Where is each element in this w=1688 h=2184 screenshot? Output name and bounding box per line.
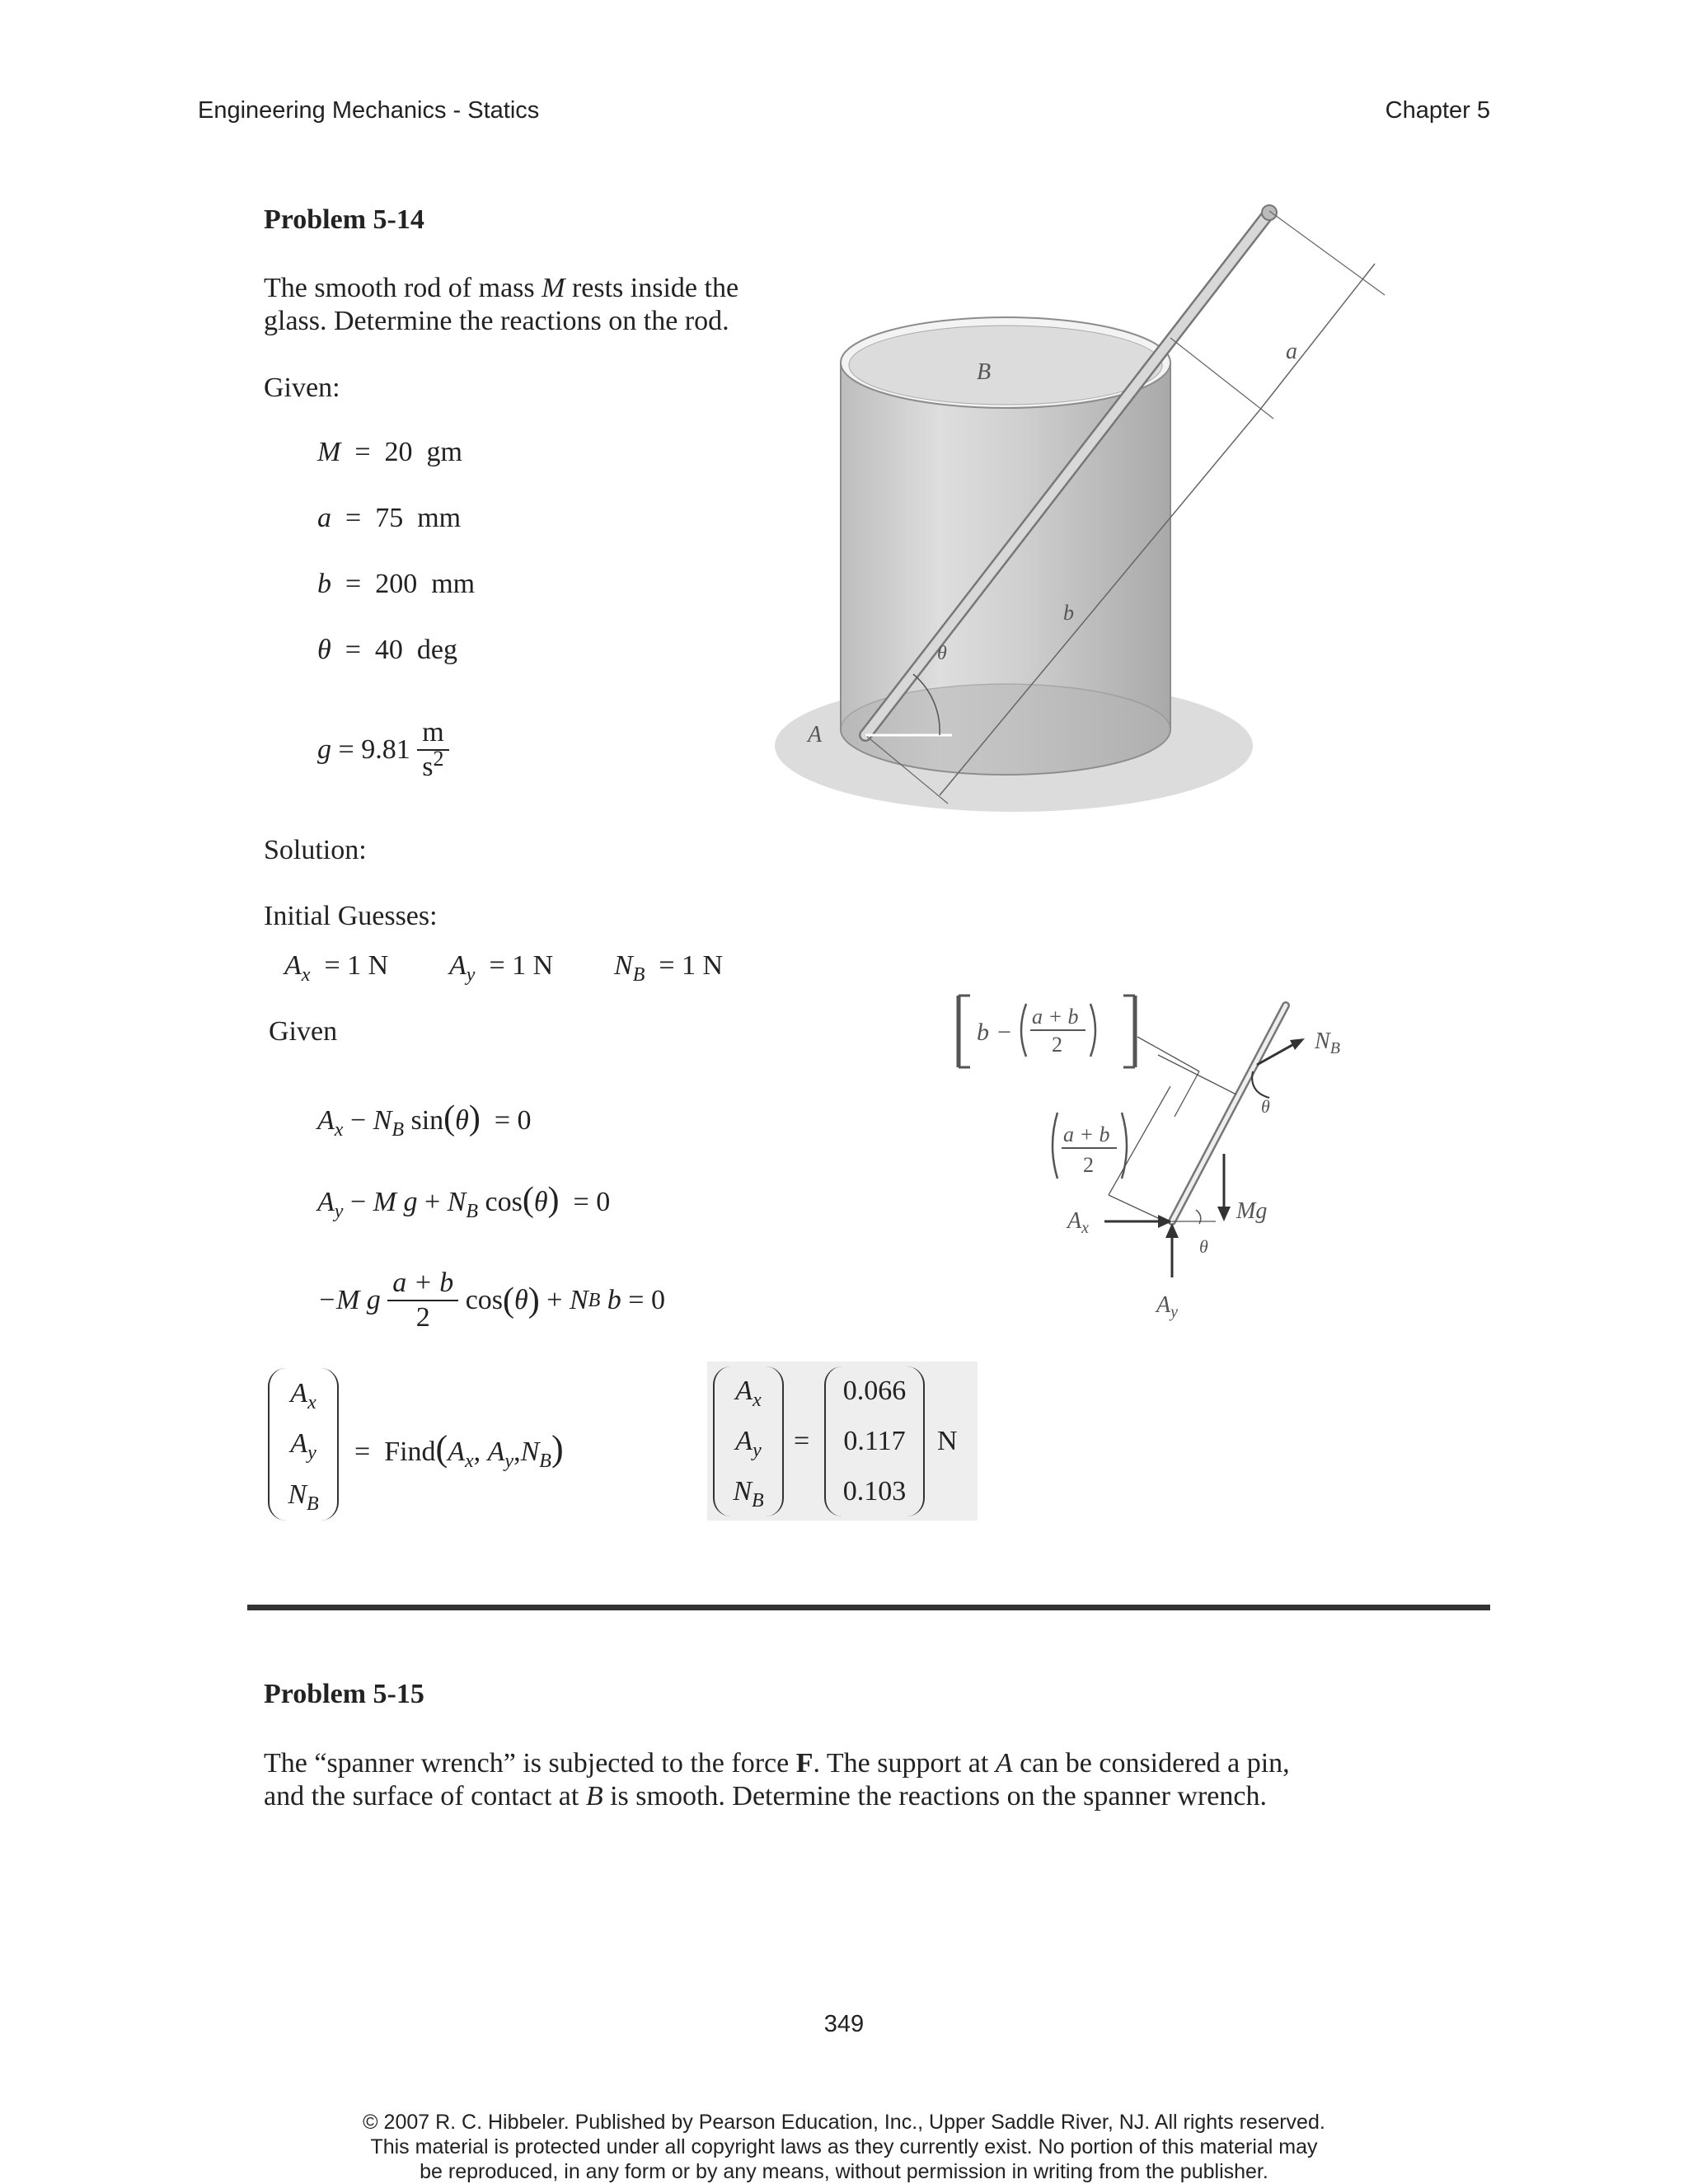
result-equals: = xyxy=(794,1426,810,1456)
free-body-diagram xyxy=(952,989,1381,1352)
dimension-a-line xyxy=(1259,264,1375,410)
half-length-num: a + b xyxy=(1063,1122,1110,1146)
problem-15-statement: The “spanner wrench” is subjected to the force F. The support at A can be considered a pin, and the surface of contact at B is smooth. Determine the reactions on the spanner wrench. xyxy=(264,1748,1290,1811)
find-expression: = $Find(A_x$, $A_y,N_B$) xyxy=(354,1428,564,1472)
bracket-minus: − xyxy=(997,1019,1011,1046)
guess-ax: $A_x = 1$ N xyxy=(284,950,389,986)
given-label: Given: xyxy=(264,373,340,403)
extension-line-b xyxy=(1170,338,1273,419)
half-length-den: 2 xyxy=(1083,1153,1094,1177)
label-b: b xyxy=(1063,601,1074,625)
rod-in-glass-figure xyxy=(775,198,1401,832)
footer-line-2: This material is protected under all copyright laws as they currently exist. No portion of this material may xyxy=(370,2135,1318,2158)
result-value-nb: 0.103 xyxy=(842,1475,907,1507)
result-values-vector xyxy=(824,1366,925,1516)
running-header-chapter: Chapter 5 xyxy=(1385,97,1490,124)
equation-3: −M g $\frac{a + b}{2}$ cos ( θ ) + N B b = 0 xyxy=(317,1268,665,1333)
half-length-paren-left xyxy=(1053,1113,1057,1179)
label-a: a xyxy=(1286,339,1297,364)
bracket-frac-den: 2 xyxy=(1052,1033,1062,1057)
label-theta: θ xyxy=(937,643,947,664)
given-list xyxy=(317,437,475,701)
label-B: B xyxy=(977,359,992,385)
result-lhs-vector: $A_x$ $A_y$ $N_B$ xyxy=(713,1366,784,1516)
solution-label: Solution: xyxy=(264,835,367,865)
bracket-paren-left xyxy=(1021,1004,1026,1057)
fbd-dimension-half xyxy=(1109,1086,1170,1195)
bracket-paren-right xyxy=(1090,1004,1095,1057)
bracket-frac-num: a + b xyxy=(1032,1005,1079,1029)
section-divider xyxy=(247,1605,1490,1610)
half-length-paren-right xyxy=(1122,1113,1127,1179)
bracket-b: b xyxy=(977,1019,989,1046)
given-gravity: g = 9.81 $\frac{m}{s^2}$ xyxy=(317,705,449,795)
glass-rim-inner xyxy=(849,326,1162,405)
fbd-dimension-bracket xyxy=(1175,1071,1199,1117)
problem-14-statement: The smooth rod of mass M rests inside the glass. Determine the reactions on the rod. xyxy=(264,273,739,336)
label-A: A xyxy=(808,722,823,748)
guess-ay: $A_y = 1$ N xyxy=(449,950,554,986)
running-header-title: Engineering Mechanics - Statics xyxy=(198,97,540,124)
result-value-ax: 0.066 xyxy=(842,1376,907,1407)
label-Ay: $A_y$ xyxy=(1156,1292,1178,1321)
rod-end xyxy=(1262,205,1277,220)
problem-15-title: Problem 5-15 xyxy=(264,1679,424,1709)
label-theta-top: θ xyxy=(1261,1096,1270,1117)
footer-line-1: © 2007 R. C. Hibbeler. Published by Pearson Education, Inc., Upper Saddle River, NJ. All rights reserved. xyxy=(363,2111,1325,2134)
label-NB: $N_B$ xyxy=(1315,1029,1340,1057)
equation-2: $A_y - M$ $g + N_B$ cos(θ) = 0 xyxy=(317,1181,611,1222)
given-item: M = 20 gm xyxy=(317,437,462,467)
equation-1: $A_x - N_B$ sin(θ) = 0 xyxy=(317,1099,532,1141)
given-item: θ = 40 deg xyxy=(317,635,457,665)
gravity-unit-fraction: $\frac{m}{s^2}$ xyxy=(417,716,448,784)
equation-3-fraction: $\frac{a + b}{2}$ xyxy=(387,1267,458,1334)
result-unit: N xyxy=(937,1426,958,1456)
initial-guesses-label: Initial Guesses: xyxy=(264,901,438,931)
label-theta-bottom: θ xyxy=(1199,1236,1208,1257)
given-block-label: Given xyxy=(269,1016,338,1047)
copyright-footer xyxy=(0,2110,1688,2184)
page-number: 349 xyxy=(823,2011,865,2037)
extension-line-a xyxy=(1269,211,1385,295)
normal-force-angle-arc xyxy=(1252,1071,1269,1098)
label-Mg: Mg xyxy=(1236,1198,1268,1224)
given-item: b = 200 mm xyxy=(317,569,476,599)
guess-nb: $N_B = 1$ N xyxy=(614,950,724,986)
label-Ax: $A_x$ xyxy=(1067,1208,1089,1237)
footer-line-3: be reproduced, in any form or by any means, without permission in writing from the publisher. xyxy=(420,2160,1268,2183)
given-item: a = 75 mm xyxy=(317,503,462,533)
result-value-ay: 0.117 xyxy=(843,1425,906,1456)
unknowns-vector: $A_x$ $A_y$ $N_B$ xyxy=(268,1368,339,1521)
problem-14-title: Problem 5-14 xyxy=(264,204,424,235)
